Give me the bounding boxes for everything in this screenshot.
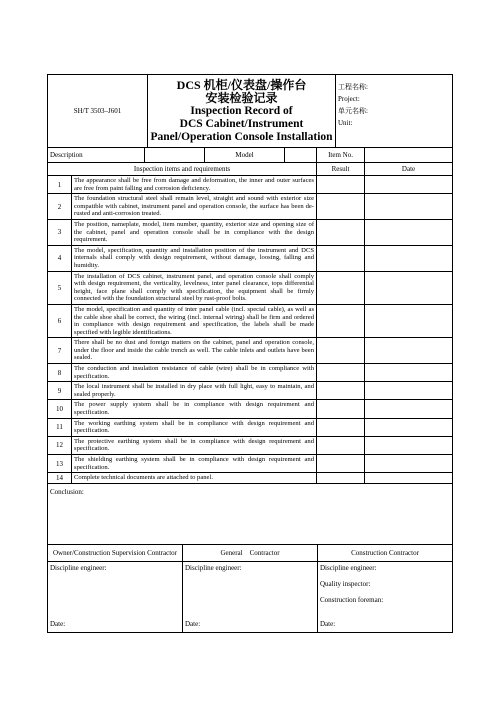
owner-sign-cell[interactable] [48, 561, 183, 632]
item-result-cell[interactable] [317, 418, 365, 436]
construction-foreman: Construction foreman: [320, 595, 384, 604]
title-cn-line2: 安装检验记录 [205, 90, 278, 105]
item-no-value[interactable] [365, 148, 453, 163]
title-en-line3: Panel/Operation Console Installation [150, 130, 333, 143]
standard-code: SH/T 3503–J601 [48, 75, 148, 148]
item-date-cell[interactable] [365, 194, 453, 220]
item-result-cell[interactable] [317, 455, 365, 473]
item-result-cell[interactable] [317, 364, 365, 382]
item-requirement: The position, nameplate, model, item number, quantity, exterior size and opening size of the cabinet, panel and operation console shall be in compliance with the design requirement. [72, 219, 317, 245]
description-label: Description [48, 148, 145, 163]
item-rows [48, 176, 453, 484]
item-number: 3 [48, 219, 72, 245]
title-en-line2: DCS Cabinet/Instrument [179, 117, 304, 130]
item-number: 12 [48, 436, 72, 454]
item-row [48, 473, 453, 484]
owner-discipline-engineer: Discipline engineer: [50, 563, 107, 572]
item-requirement: The conduction and insulation resistance of cable (wire) shall be in compliance with specification. [72, 364, 317, 382]
item-date-cell[interactable] [365, 271, 453, 304]
item-result-cell[interactable] [317, 245, 365, 271]
item-requirement: The appearance shall be free from damage and deformation, the inner and outer surfaces are free from paint falling and corrosion deficiency. [72, 176, 317, 194]
item-number: 4 [48, 245, 72, 271]
title-cn-line1: DCS 机柜/仪表盘/操作台 [176, 77, 307, 92]
date-column-header: Date [365, 163, 453, 176]
item-result-cell[interactable] [317, 338, 365, 364]
construction-contractor-header: Construction Contractor [318, 544, 453, 561]
item-result-cell[interactable] [317, 382, 365, 400]
item-result-cell[interactable] [317, 304, 365, 337]
item-date-cell[interactable] [365, 418, 453, 436]
general-contractor-header: General Contractor [183, 544, 318, 561]
item-row [48, 418, 453, 436]
result-column-header: Result [317, 163, 365, 176]
description-value[interactable] [145, 148, 205, 163]
item-date-cell[interactable] [365, 219, 453, 245]
item-result-cell[interactable] [317, 194, 365, 220]
item-number: 14 [48, 473, 72, 484]
item-requirement: The model, specification and quantity of inter panel cable (incl. special cable), as well as the cable shoe shall be correct, the wiring (incl. internal wiring) shall be firm and ordered in compliance with design requirement and specification, the labels shall be made specified with legible identifications. [72, 304, 317, 337]
item-requirement: There shall be no dust and foreign matters on the cabinet, panel and operation console, under the floor and inside the cable trench as well. The cable inlets and outlets have been sealed. [72, 338, 317, 364]
owner-header: Owner/Construction Supervision Contractor [48, 544, 183, 561]
item-result-cell[interactable] [317, 219, 365, 245]
general-sign-cell[interactable] [183, 561, 318, 632]
item-date-cell[interactable] [365, 455, 453, 473]
project-info [336, 75, 453, 148]
item-number: 6 [48, 304, 72, 337]
item-date-cell[interactable] [365, 400, 453, 418]
item-number: 1 [48, 176, 72, 194]
owner-date: Date: [50, 619, 66, 628]
item-row [48, 271, 453, 304]
item-row [48, 455, 453, 473]
item-row [48, 219, 453, 245]
inspection-record-form [47, 74, 452, 633]
item-row [48, 400, 453, 418]
unit-name-cn: 单元名称: [338, 107, 368, 115]
item-date-cell[interactable] [365, 436, 453, 454]
item-number: 8 [48, 364, 72, 382]
item-row [48, 176, 453, 194]
item-number: 5 [48, 271, 72, 304]
item-requirement: The local instrument shall be installed in dry place with full light, easy to maintain, and sealed properly. [72, 382, 317, 400]
item-date-cell[interactable] [365, 473, 453, 484]
item-row [48, 364, 453, 382]
item-requirement: The working earthing system shall be in compliance with design requirement and specification. [72, 418, 317, 436]
item-date-cell[interactable] [365, 304, 453, 337]
item-requirement: The power supply system shall be in compliance with design requirement and specification. [72, 400, 317, 418]
construction-quality-inspector: Quality inspector: [320, 579, 371, 588]
header-table [47, 74, 453, 148]
general-discipline-engineer: Discipline engineer: [185, 563, 242, 572]
item-requirement: The model, specification, quantity and installation position of the instrument and DCS internals shall comply with design requirement, without damage, loosing, falling and humidity. [72, 245, 317, 271]
item-no-label: Item No. [317, 148, 365, 163]
form-title [148, 75, 336, 148]
item-requirement: The shielding earthing system shall be in compliance with design requirement and specification. [72, 455, 317, 473]
item-number: 7 [48, 338, 72, 364]
item-row [48, 338, 453, 364]
item-row [48, 194, 453, 220]
project-name-cn: 工程名称: [338, 83, 368, 91]
project-name-en: Project: [338, 95, 360, 103]
item-date-cell[interactable] [365, 364, 453, 382]
item-row [48, 245, 453, 271]
construction-sign-cell[interactable] [318, 561, 453, 632]
general-date: Date: [185, 619, 201, 628]
item-number: 2 [48, 194, 72, 220]
footer-table [47, 483, 453, 633]
title-en-line1: Inspection Record of [190, 104, 293, 117]
item-number: 9 [48, 382, 72, 400]
item-date-cell[interactable] [365, 176, 453, 194]
item-result-cell[interactable] [317, 400, 365, 418]
construction-discipline-engineer: Discipline engineer: [320, 563, 377, 572]
item-requirement: The foundation structural steel shall remain level, straight and sound with exterior size compatible with cabinet, instrument panel and operation console, the surface has been de-rusted and anti-corrosion treated. [72, 194, 317, 220]
unit-name-en: Unit: [338, 119, 353, 127]
conclusion-label: Conclusion: [50, 487, 84, 496]
conclusion-field[interactable] [48, 483, 453, 544]
item-requirement: Complete technical documents are attached to panel. [72, 473, 317, 484]
model-label: Model [205, 148, 285, 163]
item-result-cell[interactable] [317, 473, 365, 484]
item-date-cell[interactable] [365, 382, 453, 400]
items-table [47, 147, 453, 484]
item-result-cell[interactable] [317, 436, 365, 454]
item-requirement: The protective earthing system shall be in compliance with design requirement and specification. [72, 436, 317, 454]
item-requirement: The installation of DCS cabinet, instrument panel, and operation console shall comply with design requirement, the verticality, levelness, inter panel clearance, tops differential height, face plane shall comply with specification, the equipment shall be firmly connected with the foundation structural steel by rust-proof bolts. [72, 271, 317, 304]
item-date-cell[interactable] [365, 338, 453, 364]
construction-date: Date: [320, 619, 336, 628]
model-value[interactable] [285, 148, 317, 163]
items-column-header: Inspection items and requirements [48, 163, 317, 176]
item-number: 10 [48, 400, 72, 418]
item-row [48, 436, 453, 454]
item-result-cell[interactable] [317, 176, 365, 194]
item-date-cell[interactable] [365, 245, 453, 271]
item-number: 13 [48, 455, 72, 473]
item-row [48, 382, 453, 400]
item-row [48, 304, 453, 337]
item-result-cell[interactable] [317, 271, 365, 304]
item-number: 11 [48, 418, 72, 436]
